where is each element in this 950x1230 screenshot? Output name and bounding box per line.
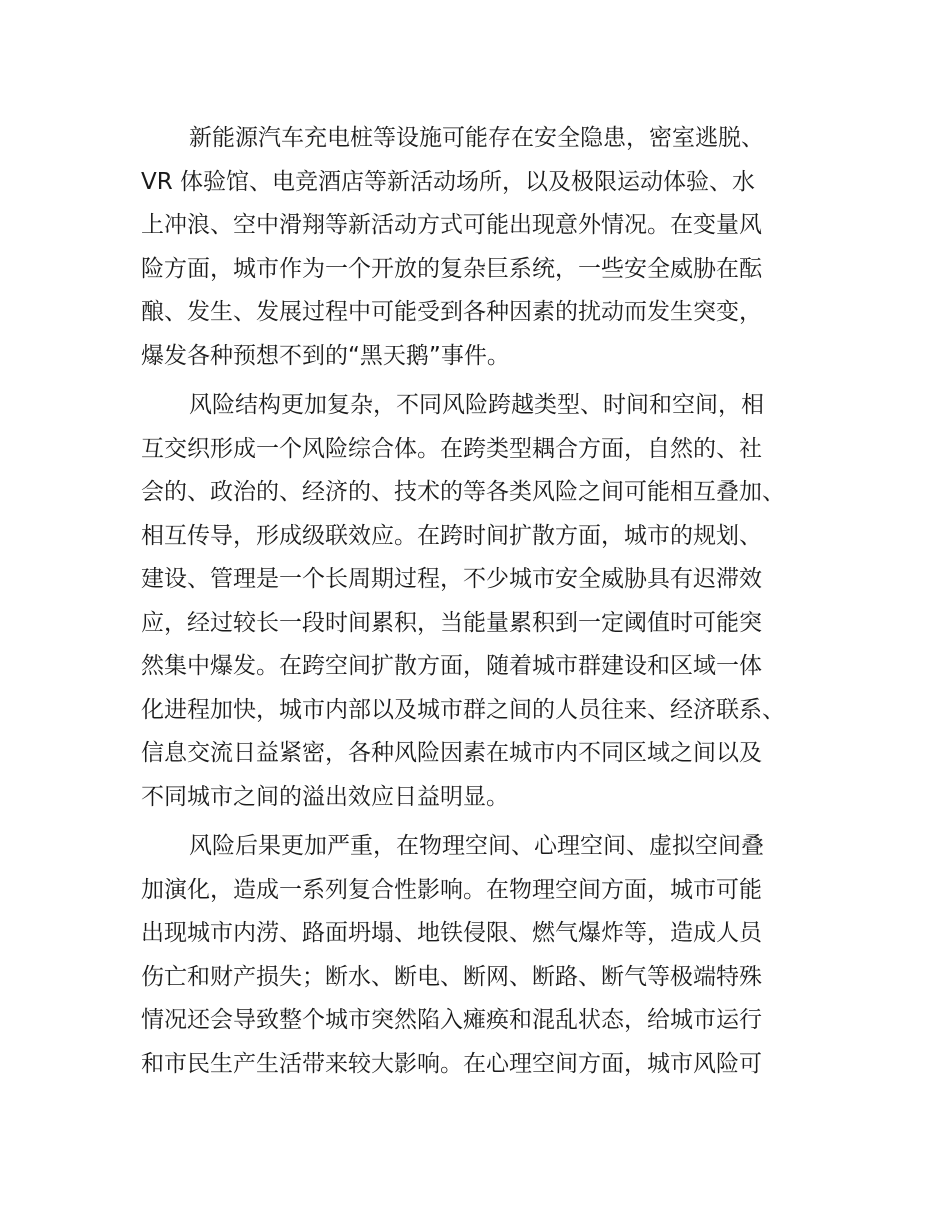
text-line: 建设、管理是一个长周期过程，不少城市安全威胁具有迟滞效 [141, 566, 762, 592]
text-line: 风险后果更加严重，在物理空间、心理空间、虚拟空间叠 [189, 833, 764, 859]
text-line: 新能源汽车充电桩等设施可能存在安全隐患，密室逃脱、 [189, 125, 764, 151]
text-line: 出现城市内涝、路面坍塌、地铁侵限、燃气爆炸等，造成人员 [141, 920, 762, 946]
document-body [141, 117, 821, 1086]
text-line: 加演化，造成一系列复合性影响。在物理空间方面，城市可能 [141, 876, 762, 903]
text-line: 会的、政治的、经济的、技术的等各类风险之间可能相互叠加、 [141, 479, 785, 505]
text-line: 上冲浪、空中滑翔等新活动方式可能出现意外情况。在变量风 [141, 212, 762, 238]
text-line: 伤亡和财产损失；断水、断电、断网、断路、断气等极端特殊 [141, 963, 762, 990]
text-line: 和市民生产生活带来较大影响。在心理空间方面，城市风险可 [141, 1050, 762, 1077]
text-line: 相互传导，形成级联效应。在跨时间扩散方面，城市的规划、 [141, 522, 762, 549]
paragraph-1 [141, 117, 821, 378]
text-line: 信息交流日益紧密，各种风险因素在城市内不同区域之间以及 [141, 740, 762, 766]
text-line: 风险结构更加复杂，不同风险跨越类型、时间和空间，相 [189, 392, 764, 418]
text-line: 化进程加快，城市内部以及城市群之间的人员往来、经济联系、 [141, 696, 785, 723]
text-line: 不同城市之间的溢出效应日益明显。 [141, 783, 509, 810]
text-line: VR 体验馆、电竞酒店等新活动场所，以及极限运动体验、水 [141, 168, 756, 195]
paragraph-3 [141, 825, 821, 1086]
paragraph-2 [141, 384, 821, 819]
text-line: 然集中爆发。在跨空间扩散方面，随着城市群建设和区域一体 [141, 653, 762, 679]
text-line: 酿、发生、发展过程中可能受到各种因素的扰动而发生突变， [141, 299, 762, 325]
text-line: 爆发各种预想不到的“黑天鹅”事件。 [141, 342, 510, 369]
text-line: 互交织形成一个风险综合体。在跨类型耦合方面，自然的、社 [141, 435, 762, 462]
text-line: 情况还会导致整个城市突然陷入瘫痪和混乱状态，给城市运行 [141, 1007, 762, 1033]
text-line: 应，经过较长一段时间累积，当能量累积到一定阈值时可能突 [141, 609, 762, 636]
text-line: 险方面，城市作为一个开放的复杂巨系统，一些安全威胁在酝 [141, 255, 762, 282]
